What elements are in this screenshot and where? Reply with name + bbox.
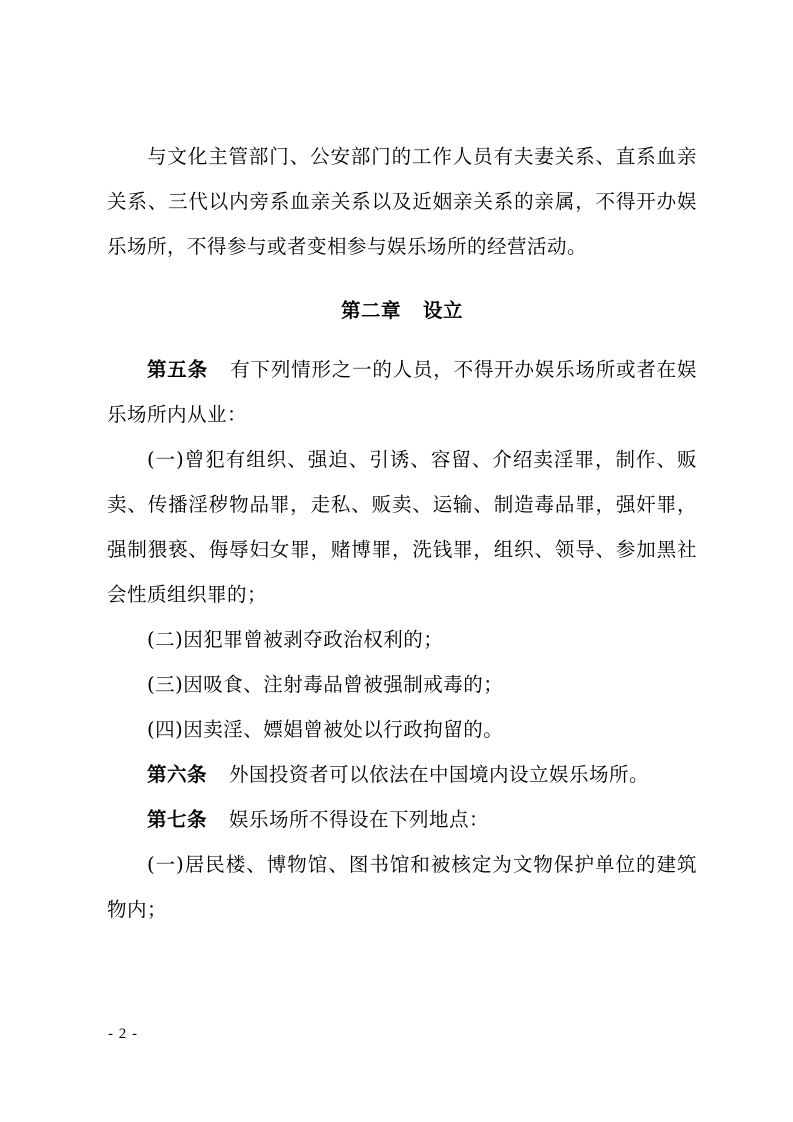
chapter-title: 设立 [423,299,464,322]
chapter-number: 第二章 [340,299,401,322]
article-text: 有下列情形之一的人员，不得开办娱乐场所或者在娱乐场所内从业： [107,358,697,426]
article-5-item-1: (一)曾犯有组织、强迫、引诱、容留、介绍卖淫罪，制作、贩卖、传播淫秽物品罪，走私、贩卖、运输、制造毒品罪，强奸罪，强制猥亵、侮辱妇女罪，赌博罪，洗钱罪，组织、领导、参加黑社会性质组织罪的； [107,448,697,606]
spacer [107,333,697,347]
article-7-item-1: (一)居民楼、博物馆、图书馆和被核定为文物保护单位的建筑物内； [107,853,697,921]
article-5-item-3: (三)因吸食、注射毒品曾被强制戒毒的； [147,673,504,696]
article-label: 第六条 [147,763,208,786]
chapter-heading [107,288,697,333]
article-5-item-2: (二)因犯罪曾被剥夺政治权利的； [147,628,444,651]
article-5-item-4: (四)因卖淫、嫖娼曾被处以行政拘留的。 [147,718,504,741]
article-7 [107,797,697,842]
article-5 [107,347,697,437]
document-body [107,134,697,932]
article-label: 第七条 [147,808,208,831]
article-label: 第五条 [147,358,208,381]
article-text: 娱乐场所不得设在下列地点： [229,808,490,831]
paragraph-continuation: 与文化主管部门、公安部门的工作人员有夫妻关系、直系血亲关系、三代以内旁系血亲关系以及近姻亲关系的亲属，不得开办娱乐场所，不得参与或者变相参与娱乐场所的经营活动。 [107,145,697,258]
article-text: 外国投资者可以依法在中国境内设立娱乐场所。 [229,763,650,786]
article-6 [107,752,697,797]
page-number: - 2 - [108,1026,138,1042]
spacer [107,269,697,288]
